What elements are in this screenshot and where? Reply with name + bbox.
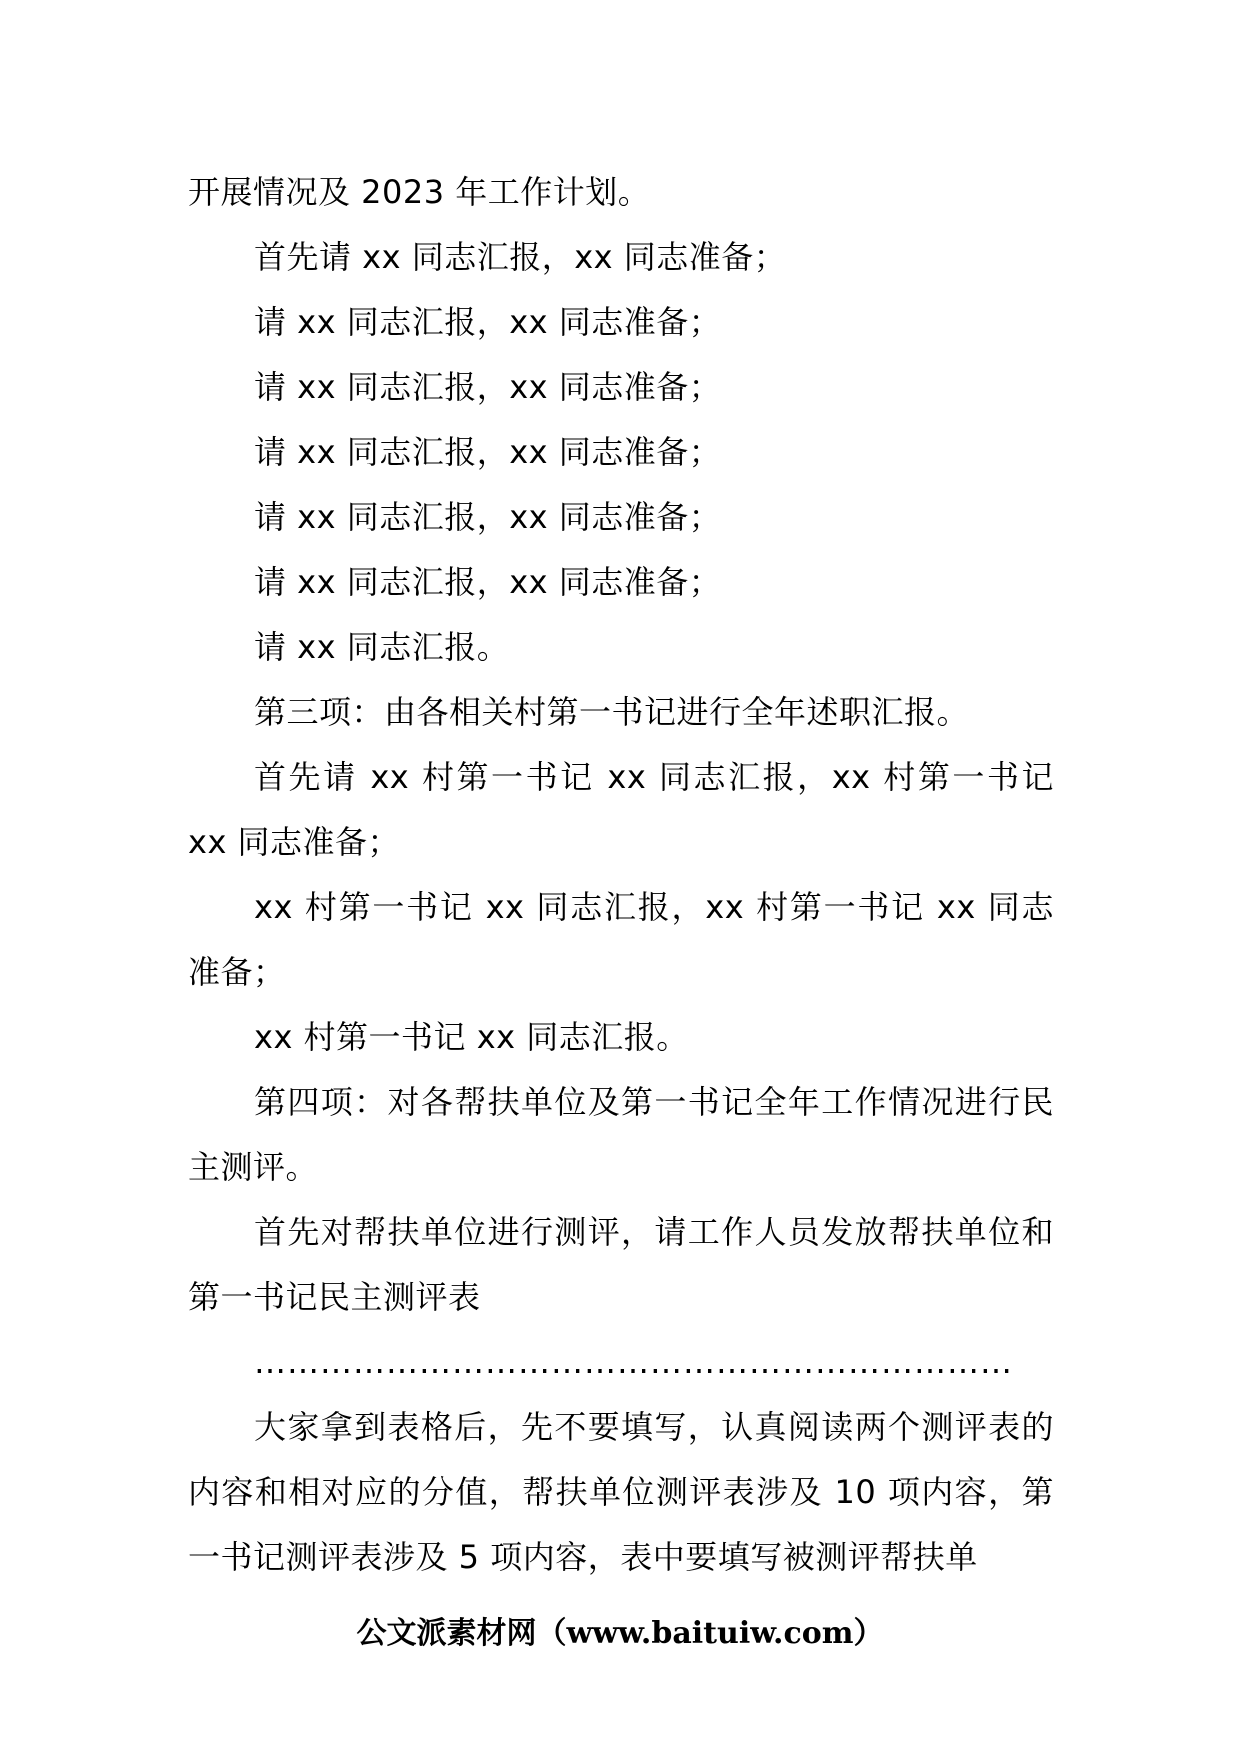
paragraph: 首先请 xx 村第一书记 xx 同志汇报，xx 村第一书记 xx 同志准备；	[188, 758, 1054, 861]
ellipsis-divider: ……………………………………………………………	[254, 1343, 1013, 1381]
paragraph: 首先对帮扶单位进行测评，请工作人员发放帮扶单位和第一书记民主测评表	[188, 1213, 1054, 1316]
paragraph: xx 村第一书记 xx 同志汇报。	[254, 1018, 689, 1056]
paragraph: 请 xx 同志汇报，xx 同志准备；	[254, 433, 722, 471]
paragraph: 请 xx 同志汇报。	[254, 628, 510, 666]
paragraph: 请 xx 同志汇报，xx 同志准备；	[254, 368, 722, 406]
paragraph: 请 xx 同志汇报，xx 同志准备；	[254, 303, 722, 341]
paragraph: xx 村第一书记 xx 同志汇报，xx 村第一书记 xx 同志准备；	[188, 888, 1054, 991]
paragraph: 大家拿到表格后，先不要填写，认真阅读两个测评表的内容和相对应的分值，帮扶单位测评表涉及 10 项内容，第一书记测评表涉及 5 项内容，表中要填写被测评帮扶单	[188, 1408, 1054, 1576]
paragraph: 请 xx 同志汇报，xx 同志准备；	[254, 563, 722, 601]
paragraph: 首先请 xx 同志汇报，xx 同志准备；	[254, 238, 787, 276]
section-heading-item-3: 第三项：由各相关村第一书记进行全年述职汇报。	[254, 693, 970, 731]
paragraph: 请 xx 同志汇报，xx 同志准备；	[254, 498, 722, 536]
section-heading-item-4: 第四项：对各帮扶单位及第一书记全年工作情况进行民主测评。	[188, 1083, 1054, 1186]
paragraph: 开展情况及 2023 年工作计划。	[188, 173, 651, 211]
footer-watermark: 公文派素材网（www.baituiw.com）	[356, 1616, 884, 1651]
document-body	[188, 160, 1054, 1590]
